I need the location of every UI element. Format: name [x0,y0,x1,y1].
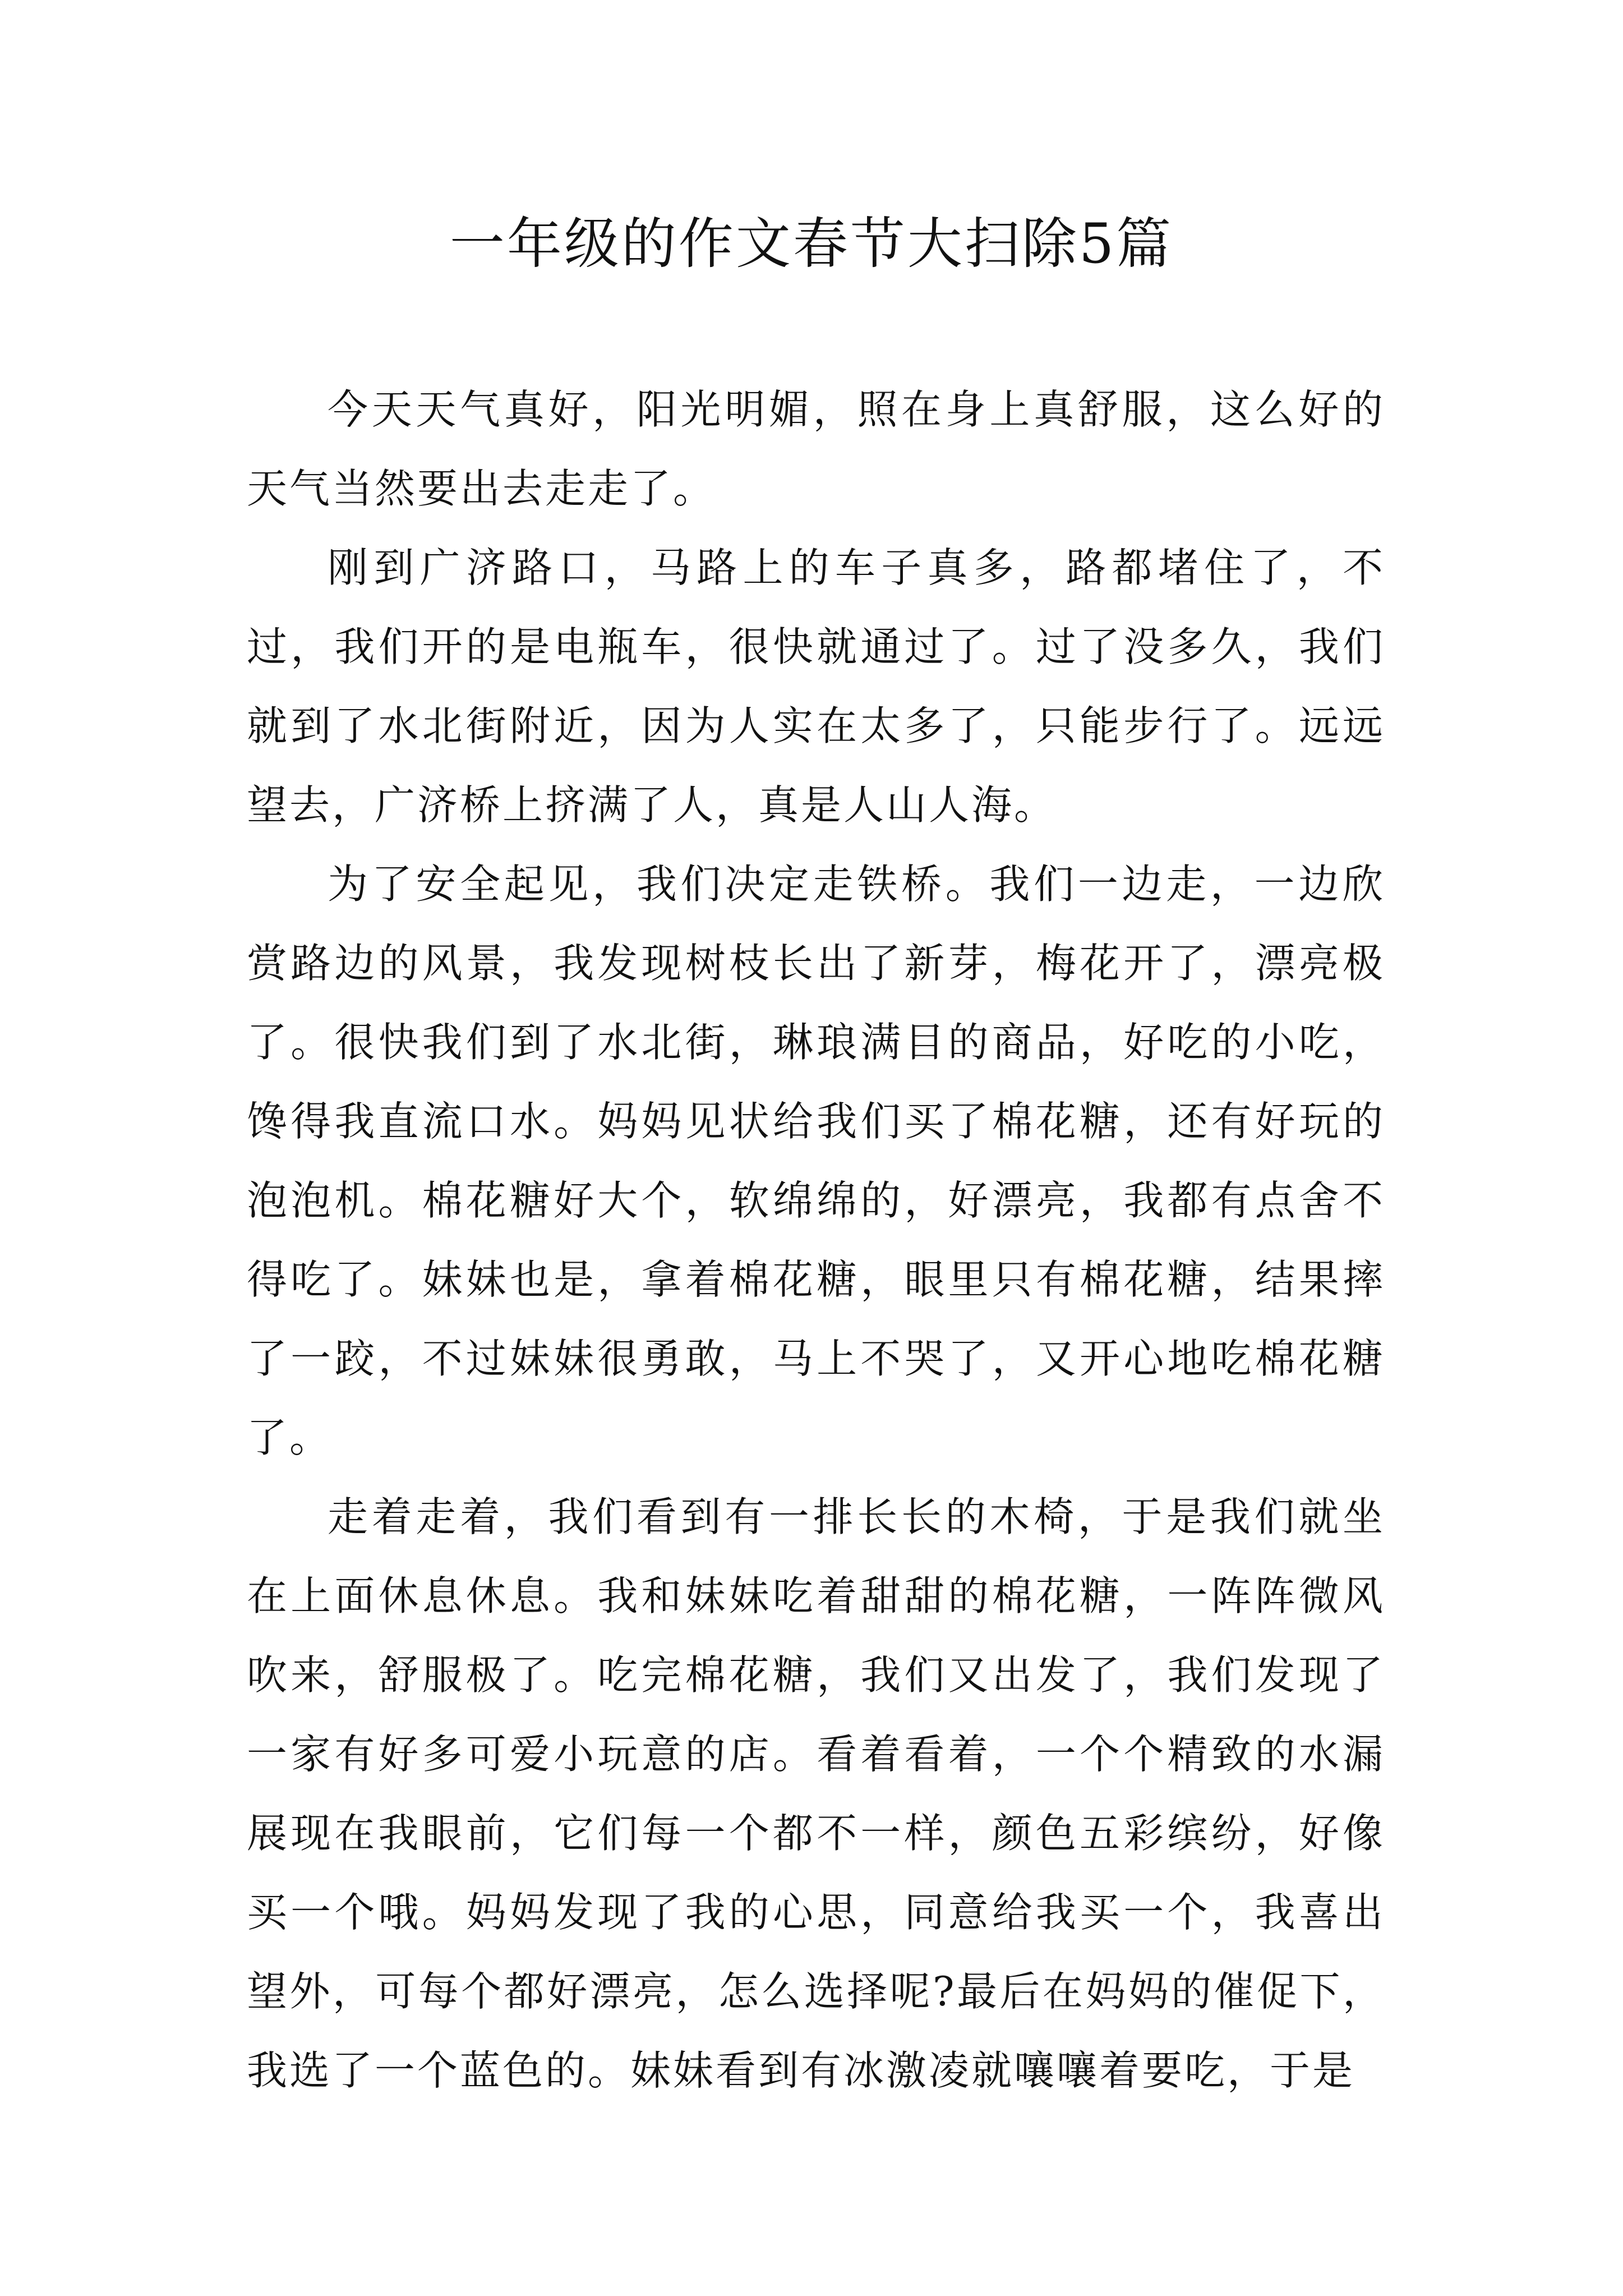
document-title: 一年级的作文春节大扫除5篇 [449,212,1174,276]
document-body [247,370,1385,2110]
paragraph: 为了安全起见，我们决定走铁桥。我们一边走，一边欣赏路边的风景，我发现树枝长出了新芽，梅花开了，漂亮极了。很快我们到了水北街，琳琅满目的商品，好吃的小吃，馋得我直流口水。妈妈见状给我们买了棉花糖，还有好玩的泡泡机。棉花糖好大个，软绵绵的，好漂亮，我都有点舍不得吃了。妹妹也是，拿着棉花糖，眼里只有棉花糖，结果摔了一跤，不过妹妹很勇敢，马上不哭了，又开心地吃棉花糖了。 [247,861,1385,1461]
paragraph: 走着走着，我们看到有一排长长的木椅，于是我们就坐在上面休息休息。我和妹妹吃着甜甜的棉花糖，一阵阵微风吹来，舒服极了。吃完棉花糖，我们又出发了，我们发现了一家有好多可爱小玩意的店。看着看着，一个个精致的水漏展现在我眼前，它们每一个都不一样，颜色五彩缤纷，好像买一个哦。妈妈发现了我的心思，同意给我买一个，我喜出望外，可每个都好漂亮，怎么选择呢?最后在妈妈的催促下，我选了一个蓝色的。妹妹看到有冰激凌就嚷嚷着要吃，于是 [247,1493,1385,2094]
paragraph: 刚到广济路口，马路上的车子真多，路都堵住了，不过，我们开的是电瓶车，很快就通过了。过了没多久，我们就到了水北街附近，因为人实在太多了，只能步行了。远远望去，广济桥上挤满了人，真是人山人海。 [247,544,1385,829]
paragraph: 今天天气真好，阳光明媚，照在身上真舒服，这么好的天气当然要出去走走了。 [247,386,1385,512]
